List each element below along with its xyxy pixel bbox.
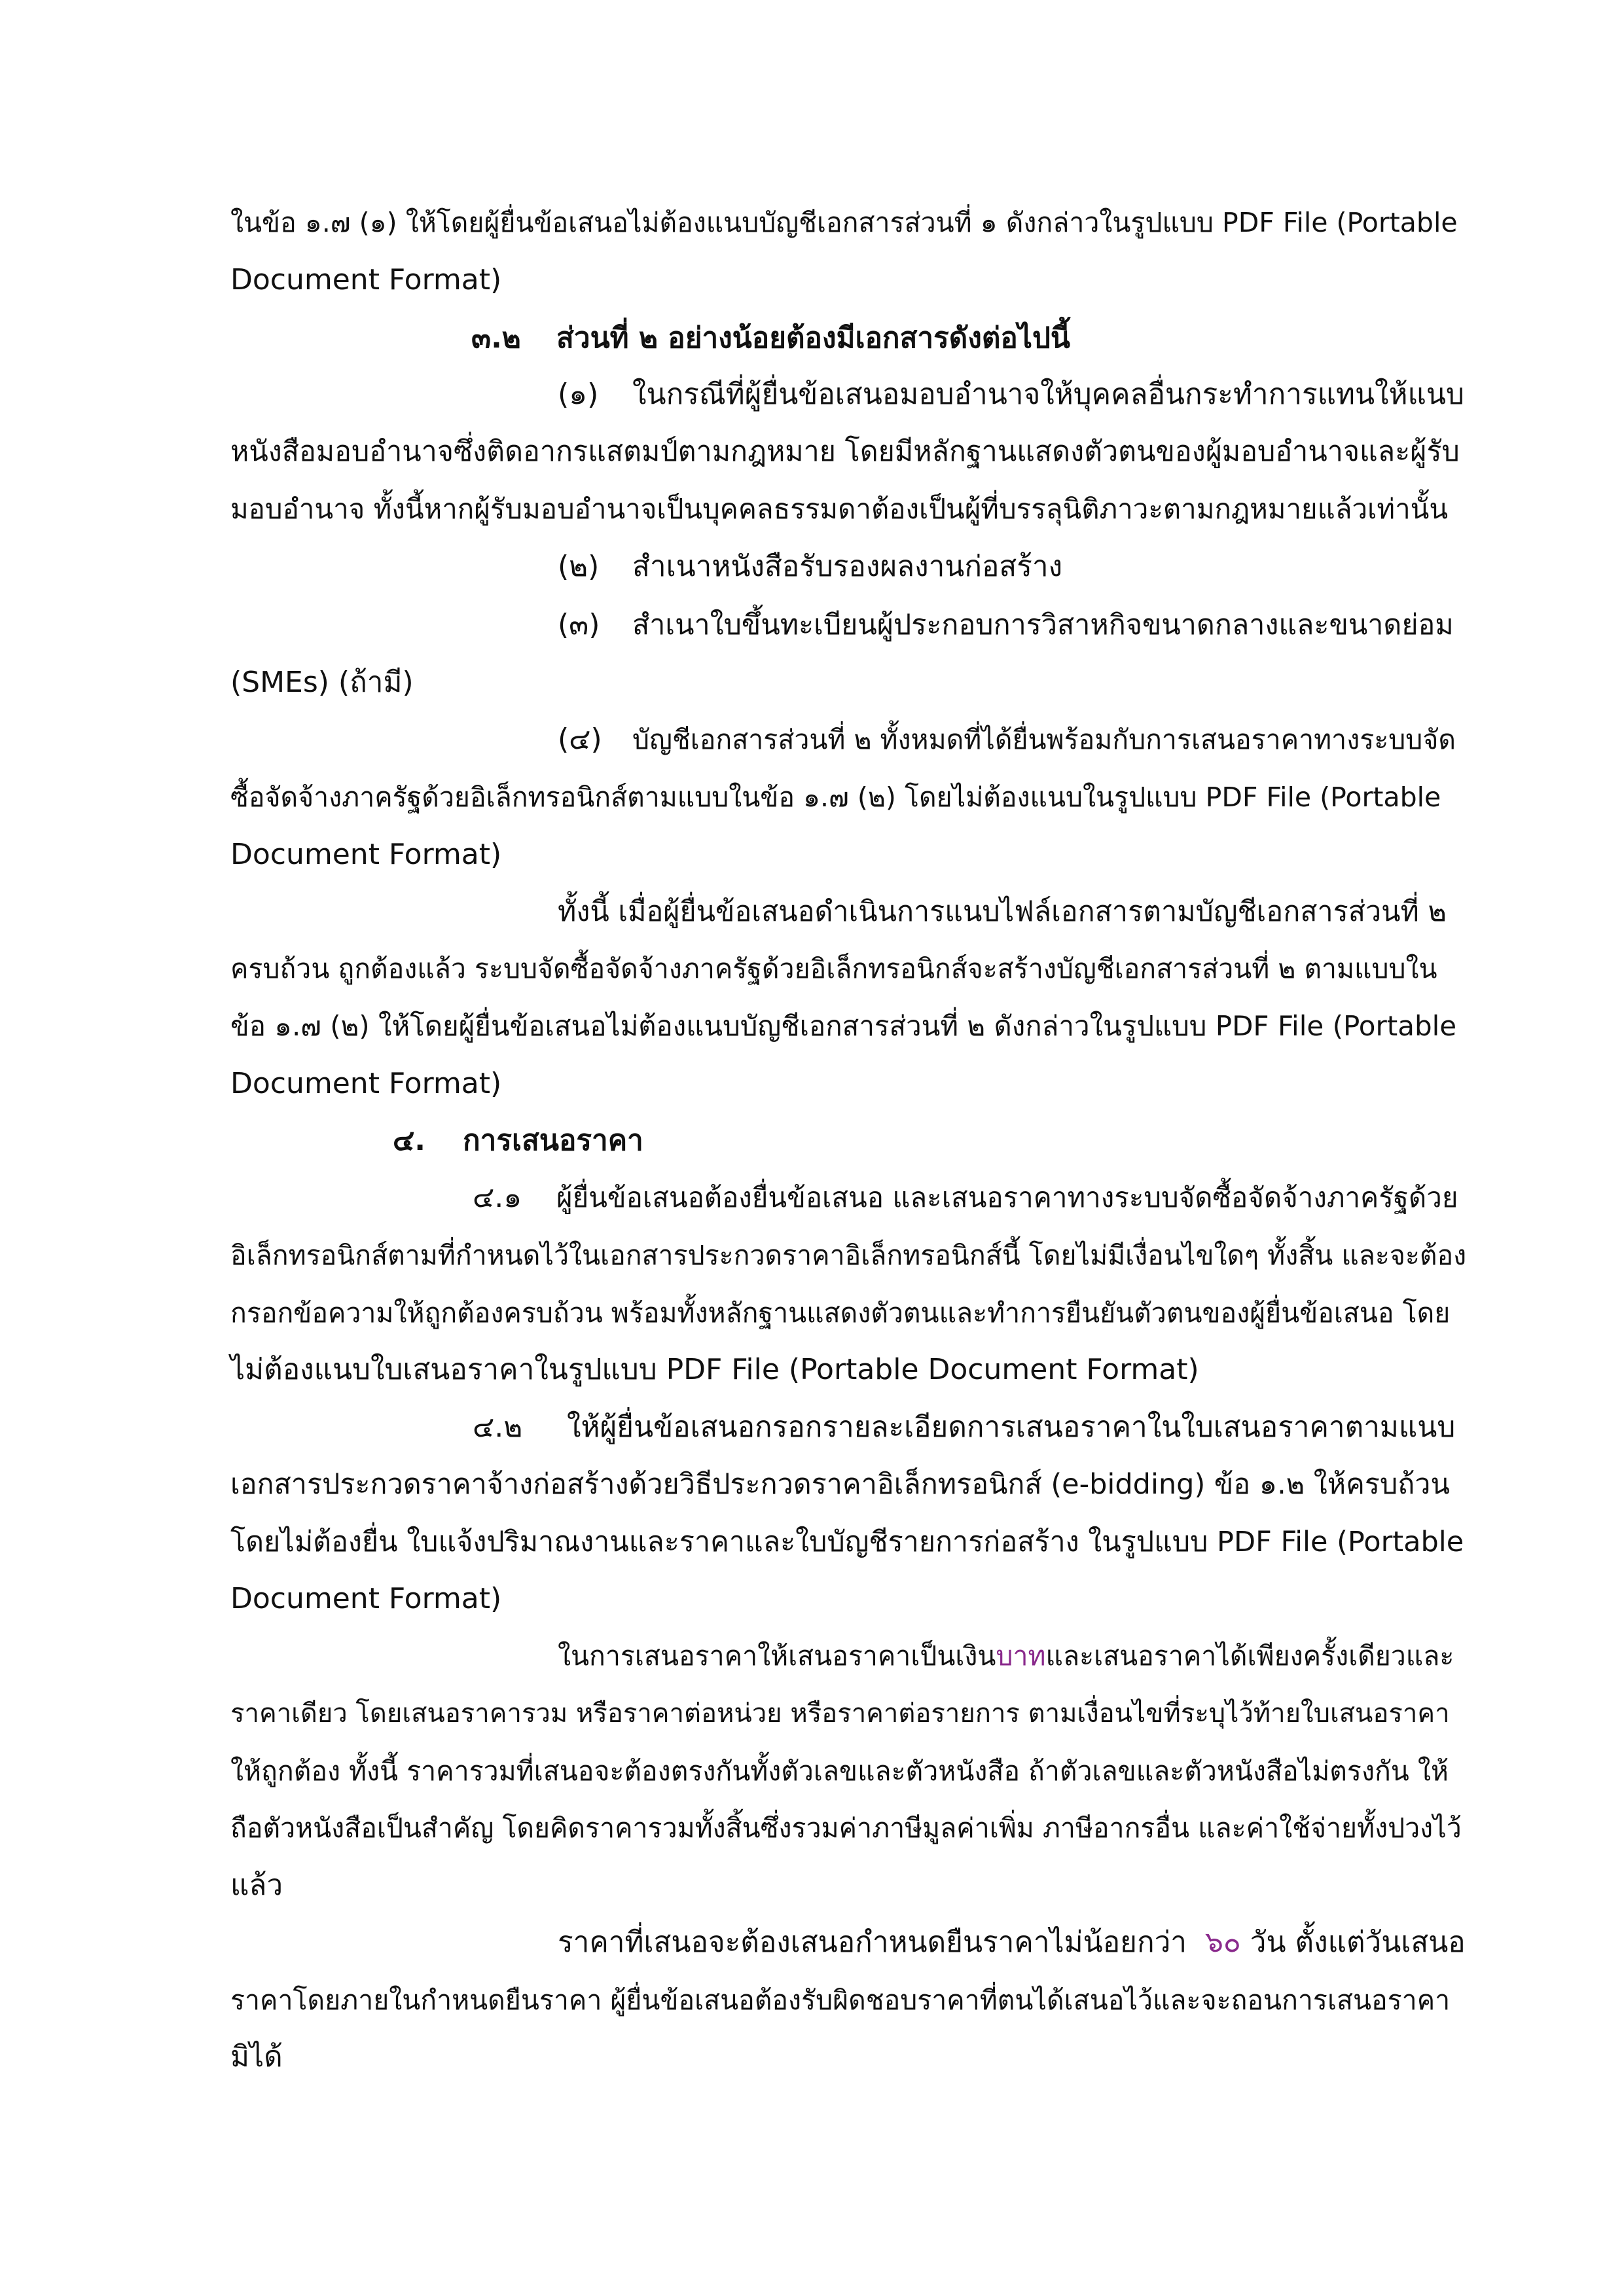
item-3-marker: (๓) — [558, 608, 600, 641]
section-3-1-tail-line: ในข้อ ๑.๗ (๑) ให้โดยผู้ยื่นข้อเสนอไม่ต้องแนบบัญชีเอกสารส่วนที่ ๑ ดังกล่าวในรูปแบบ PDF File (Portable — [230, 207, 1458, 238]
item-4-1-line: ไม่ต้องแนบใบเสนอราคาในรูปแบบ PDF File (Portable Document Format) — [230, 1353, 1199, 1386]
currency-para-after: และเสนอราคาได้เพียงครั้งเดียวและ — [1045, 1640, 1454, 1672]
item-4-1-number: ๔.๑ — [473, 1181, 522, 1214]
item-4-line: ซื้อจัดจ้างภาครัฐด้วยอิเล็กทรอนิกส์ตามแบบในข้อ ๑.๗ (๒) โดยไม่ต้องแนบในรูปแบบ PDF File (Portable — [230, 781, 1441, 813]
validity-para-after: วัน ตั้งแต่วันเสนอ — [1250, 1926, 1466, 1959]
section-4-number: ๔. — [393, 1124, 426, 1157]
item-1-marker: (๑) — [558, 378, 599, 411]
item-3-line: (SMEs) (ถ้ามี) — [230, 666, 414, 699]
item-1-line: หนังสือมอบอำนาจซึ่งติดอากรแสตมป์ตามกฎหมาย โดยมีหลักฐานแสดงตัวตนของผู้มอบอำนาจและผู้รับ — [230, 435, 1460, 468]
note-line: ครบถ้วน ถูกต้องแล้ว ระบบจัดซื้อจัดจ้างภาครัฐด้วยอิเล็กทรอนิกส์จะสร้างบัญชีเอกสารส่วนที่ ๒ ตามแบบใน — [230, 953, 1437, 984]
currency-para-line: ให้ถูกต้อง ทั้งนี้ ราคารวมที่เสนอจะต้องตรงกันทั้งตัวเลขและตัวหนังสือ ถ้าตัวเลขและตัวหนังสือไม่ตรงกัน ให้ — [230, 1755, 1449, 1787]
item-4-2-number: ๔.๒ — [473, 1410, 523, 1444]
section-3-1-tail-line: Document Format) — [230, 263, 502, 296]
item-1-line: ในกรณีที่ผู้ยื่นข้อเสนอมอบอำนาจให้บุคคลอื่นกระทำการแทนให้แนบ — [632, 378, 1464, 411]
item-4-1-line: กรอกข้อความให้ถูกต้องครบถ้วน พร้อมทั้งหลักฐานแสดงตัวตนและทำการยืนยันตัวตนของผู้ยื่นข้อเสนอ โดย — [230, 1297, 1451, 1329]
validity-para-line: มิได้ — [230, 2040, 283, 2073]
note-line: ทั้งนี้ เมื่อผู้ยื่นข้อเสนอดำเนินการแนบไฟล์เอกสารตามบัญชีเอกสารส่วนที่ ๒ — [558, 895, 1447, 928]
section-3-2-heading: ส่วนที่ ๒ อย่างน้อยต้องมีเอกสารดังต่อไปนี้ — [556, 321, 1070, 355]
item-4-marker: (๔) — [558, 723, 602, 756]
item-2-marker: (๒) — [558, 550, 600, 583]
item-4-1-line: ผู้ยื่นข้อเสนอต้องยื่นข้อเสนอ และเสนอราคาทางระบบจัดซื้อจัดจ้างภาครัฐด้วย — [556, 1181, 1458, 1213]
item-2-text: สำเนาหนังสือรับรองผลงานก่อสร้าง — [632, 550, 1063, 583]
validity-para-line: ราคาโดยภายในกำหนดยืนราคา ผู้ยื่นข้อเสนอต้องรับผิดชอบราคาที่ตนได้เสนอไว้และจะถอนการเสนอราคา — [230, 1984, 1451, 2016]
currency-highlight: บาท — [996, 1640, 1046, 1672]
item-4-line: Document Format) — [230, 838, 502, 871]
item-4-2-line: ให้ผู้ยื่นข้อเสนอกรอกรายละเอียดการเสนอราคาในใบเสนอราคาตามแนบ — [567, 1410, 1456, 1444]
item-4-1-line: อิเล็กทรอนิกส์ตามที่กำหนดไว้ในเอกสารประกวดราคาอิเล็กทรอนิกส์นี้ โดยไม่มีเงื่อนไขใดๆ ทั้งสิ้น และจะต้อง — [230, 1240, 1467, 1271]
item-4-2-line: โดยไม่ต้องยื่น ใบแจ้งปริมาณงานและราคาและใบบัญชีรายการก่อสร้าง ในรูปแบบ PDF File (Portable — [230, 1526, 1464, 1558]
item-4-2-line: เอกสารประกวดราคาจ้างก่อสร้างด้วยวิธีประกวดราคาอิเล็กทรอนิกส์ (e-bidding) ข้อ ๑.๒ ให้ครบถ้วน — [230, 1468, 1450, 1501]
validity-para-first-line — [558, 1923, 1466, 1962]
currency-para-before: ในการเสนอราคาให้เสนอราคาเป็นเงิน — [558, 1640, 996, 1672]
section-3-2-number: ๓.๒ — [471, 321, 521, 355]
currency-para-line: ราคาเดียว โดยเสนอราคารวม หรือราคาต่อหน่วย หรือราคาต่อรายการ ตามเงื่อนไขที่ระบุไว้ท้ายใบเสนอราคา — [230, 1698, 1450, 1729]
validity-para-before: ราคาที่เสนอจะต้องเสนอกำหนดยืนราคาไม่น้อยกว่า — [558, 1926, 1187, 1959]
note-line: ข้อ ๑.๗ (๒) ให้โดยผู้ยื่นข้อเสนอไม่ต้องแนบบัญชีเอกสารส่วนที่ ๒ ดังกล่าวในรูปแบบ PDF File (Portable — [230, 1010, 1457, 1042]
note-line: Document Format) — [230, 1067, 502, 1100]
validity-days-highlight: ๖๐ — [1204, 1926, 1241, 1959]
item-3-line: สำเนาใบขึ้นทะเบียนผู้ประกอบการวิสาหกิจขนาดกลางและขนาดย่อม — [632, 609, 1454, 641]
currency-para-line: แล้ว — [230, 1869, 283, 1902]
section-4-heading: การเสนอราคา — [463, 1124, 643, 1157]
currency-para-first-line — [558, 1636, 1454, 1676]
item-4-line: บัญชีเอกสารส่วนที่ ๒ ทั้งหมดที่ได้ยื่นพร้อมกับการเสนอราคาทางระบบจัด — [632, 724, 1456, 755]
currency-para-line: ถือตัวหนังสือเป็นสำคัญ โดยคิดราคารวมทั้งสิ้นซึ่งรวมค่าภาษีมูลค่าเพิ่ม ภาษีอากรอื่น และค่าใช้จ่ายทั้งปวงไว้ — [230, 1812, 1462, 1844]
item-1-line: มอบอำนาจ ทั้งนี้หากผู้รับมอบอำนาจเป็นบุคคลธรรมดาต้องเป็นผู้ที่บรรลุนิติภาวะตามกฎหมายแล้วเท่านั้น — [230, 493, 1449, 525]
item-4-2-line: Document Format) — [230, 1582, 502, 1615]
